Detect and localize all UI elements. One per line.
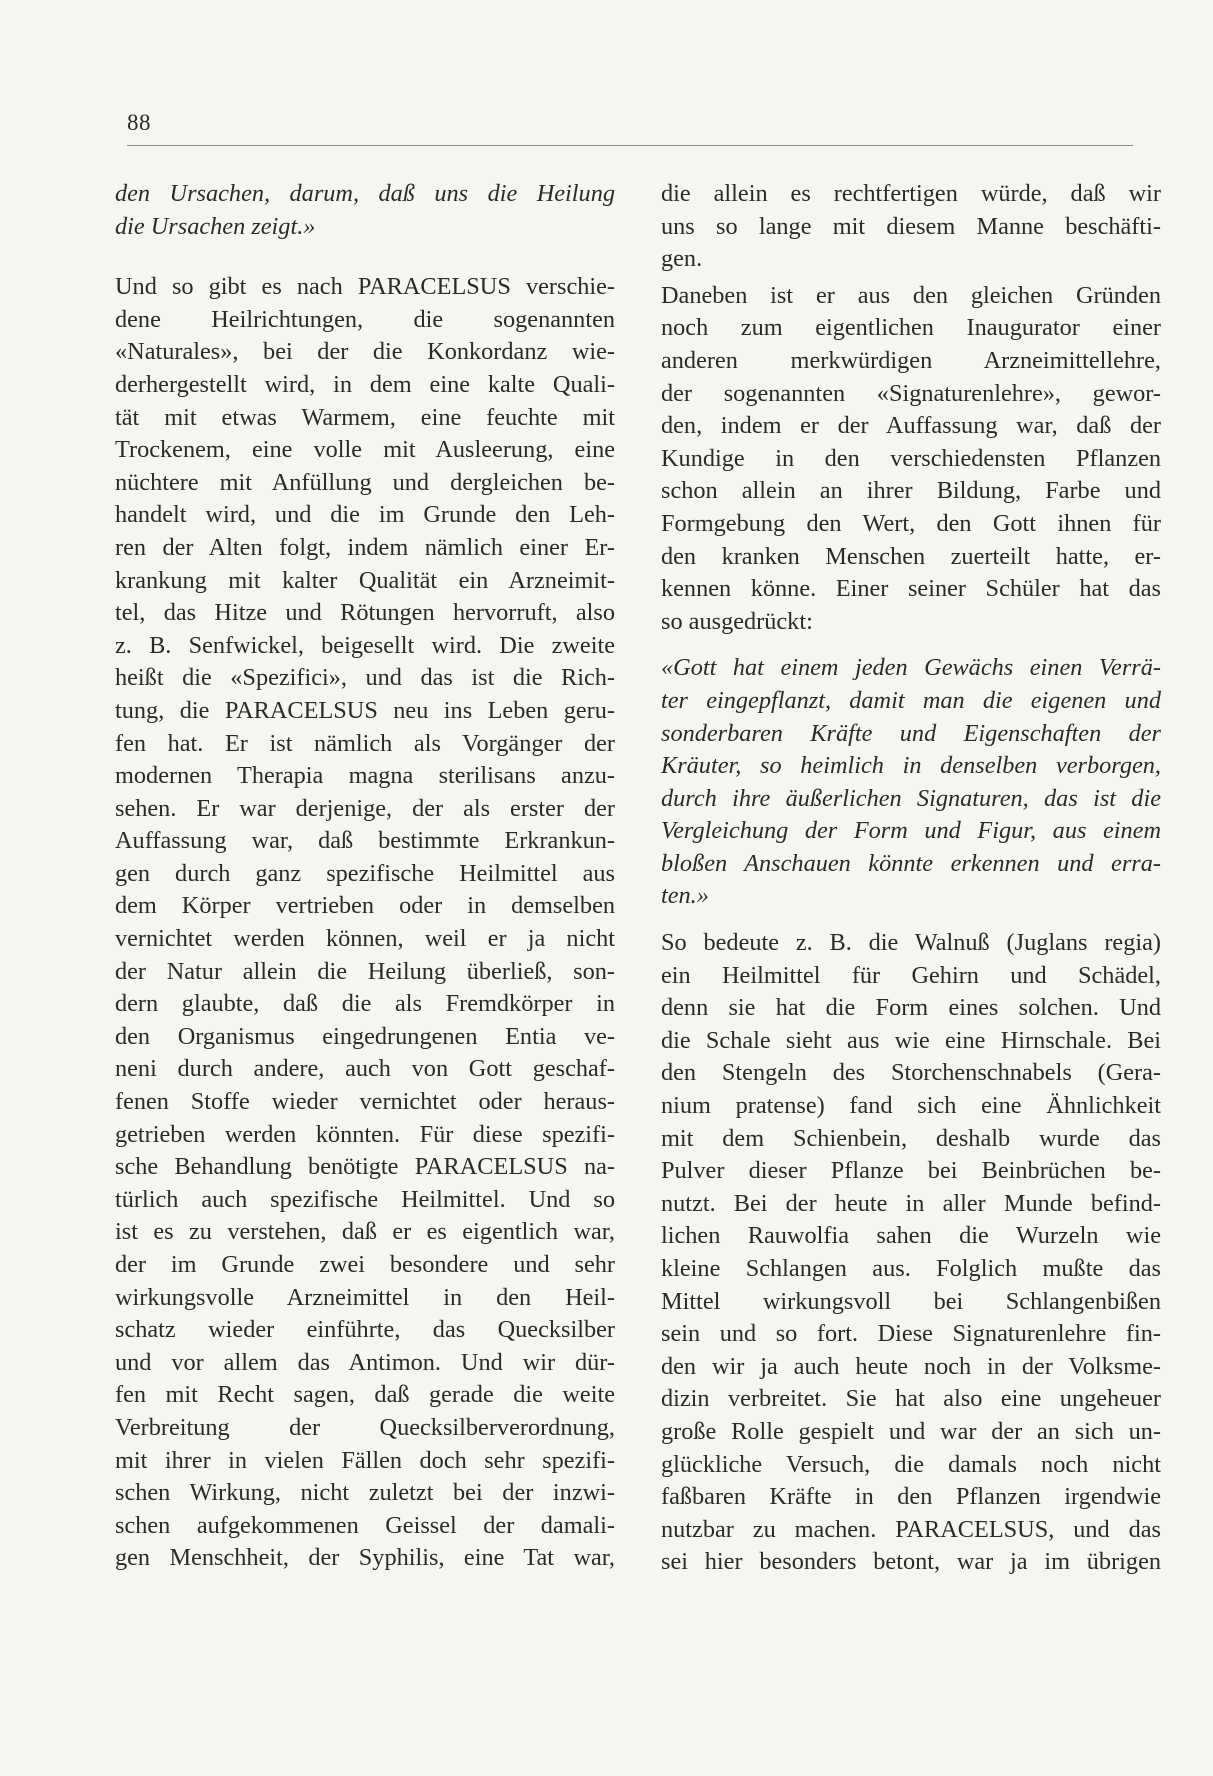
- text-line: dem Körper vertrieben oder in demselben: [115, 892, 615, 920]
- quote-line: «Gott hat einem jeden Gewächs einen Verrä-: [661, 654, 1161, 682]
- header-rule: [127, 145, 1133, 146]
- text-line: dene Heilrichtungen, die sogenannten: [115, 305, 615, 333]
- text-line: Pulver dieser Pflanze bei Beinbrüchen be-: [661, 1157, 1161, 1185]
- text-line: uns so lange mit diesem Manne beschäfti-: [661, 212, 1161, 240]
- text-line: handelt wird, und die im Grunde den Leh-: [115, 501, 615, 529]
- text-line: Kundige in den verschiedensten Pflanzen: [661, 444, 1161, 472]
- text-line: kleine Schlangen aus. Folglich mußte das: [661, 1255, 1161, 1282]
- text-line: wirkungsvolle Arzneimittel in den Heil-: [115, 1283, 615, 1311]
- text-line: schon allein an ihrer Bildung, Farbe und: [661, 477, 1161, 505]
- text-line: so ausgedrückt:: [661, 607, 813, 635]
- quote-line: sonderbaren Kräfte und Eigenschaften der: [661, 719, 1161, 747]
- text-line: tät mit etwas Warmem, eine feuchte mit: [115, 403, 615, 431]
- text-line: den Stengeln des Storchenschnabels (Gera-: [661, 1059, 1161, 1087]
- quote-line: Kräuter, so heimlich in denselben verborgen,: [661, 752, 1161, 780]
- text-line: türlich auch spezifische Heilmittel. Und so: [115, 1185, 615, 1213]
- text-line: schen Wirkung, nicht zuletzt bei der inzwi-: [115, 1479, 615, 1507]
- text-line: tel, das Hitze und Rötungen hervorruft, also: [115, 599, 615, 627]
- text-line: sehen. Er war derjenige, der als erster der: [115, 794, 615, 822]
- left-column: [115, 178, 615, 1575]
- text-line: sein und so fort. Diese Signaturenlehre fin-: [661, 1320, 1161, 1348]
- text-line: getrieben werden könnten. Für diese spezifi-: [115, 1120, 615, 1148]
- text-line: nium pratense) fand sich eine Ähnlichkeit: [661, 1092, 1161, 1120]
- text-line: «Naturales», bei der die Konkordanz wie-: [115, 338, 615, 366]
- text-line: ren der Alten folgt, indem nämlich einer Er-: [115, 533, 615, 561]
- text-line: fenen Stoffe wieder vernichtet oder heraus-: [115, 1088, 615, 1116]
- text-line: den Organismus eingedrungenen Entia ve-: [115, 1022, 615, 1050]
- text-line: dizin verbreitet. Sie hat also eine ungeheuer: [661, 1385, 1161, 1413]
- text-line: gen.: [661, 245, 703, 273]
- text-line: faßbaren Kräfte in den Pflanzen irgendwie: [661, 1483, 1161, 1511]
- text-line: derhergestellt wird, in dem eine kalte Quali-: [115, 370, 615, 398]
- text-line: Mittel wirkungsvoll bei Schlangenbißen: [661, 1287, 1161, 1315]
- text-line: anderen merkwürdigen Arzneimittellehre,: [661, 346, 1161, 374]
- text-line: den wir ja auch heute noch in der Volksme-: [661, 1352, 1161, 1380]
- text-line: den kranken Menschen zuerteilt hatte, er-: [661, 542, 1161, 570]
- quote-line: durch ihre äußerlichen Signaturen, das ist die: [661, 784, 1161, 812]
- text-line: dern glaubte, daß die als Fremdkörper in: [115, 990, 615, 1018]
- text-line: Daneben ist er aus den gleichen Gründen: [661, 281, 1161, 309]
- text-line: fen hat. Er ist nämlich als Vorgänger der: [115, 729, 615, 757]
- text-line: schatz wieder einführte, das Quecksilber: [115, 1316, 615, 1344]
- text-line: Und so gibt es nach PARACELSUS verschie-: [115, 273, 615, 301]
- quote-line: bloßen Anschauen könnte erkennen und erra-: [661, 849, 1161, 877]
- text-line: nutzbar zu machen. PARACELSUS, und das: [661, 1515, 1161, 1543]
- text-line: nutzt. Bei der heute in aller Munde befind-: [661, 1189, 1161, 1217]
- text-line: ist es zu verstehen, daß er es eigentlich war,: [115, 1218, 615, 1246]
- text-line: denn sie hat die Form eines solchen. Und: [661, 994, 1161, 1022]
- text-line: gen durch ganz spezifische Heilmittel aus: [115, 859, 615, 887]
- text-line: fen mit Recht sagen, daß gerade die weite: [115, 1381, 615, 1409]
- text-line: mit dem Schienbein, deshalb wurde das: [661, 1124, 1161, 1152]
- text-line: z. B. Senfwickel, beigesellt wird. Die zweite: [115, 631, 615, 659]
- text-line: heißt die «Spezifici», und das ist die Rich-: [115, 664, 615, 692]
- text-line: schen aufgekommenen Geissel der damali-: [115, 1511, 615, 1539]
- text-line: noch zum eigentlichen Inaugurator einer: [661, 314, 1161, 342]
- text-line: modernen Therapia magna sterilisans anzu-: [115, 762, 615, 790]
- text-line: der im Grunde zwei besondere und sehr: [115, 1251, 615, 1278]
- text-line: Formgebung den Wert, den Gott ihnen für: [661, 509, 1161, 537]
- text-line: Verbreitung der Quecksilberverordnung,: [115, 1413, 615, 1441]
- text-line: vernichtet werden können, weil er ja nicht: [115, 925, 615, 953]
- text-line: lichen Rauwolfia sahen die Wurzeln wie: [661, 1222, 1161, 1250]
- right-column: [661, 178, 1161, 1579]
- text-line: sche Behandlung benötigte PARACELSUS na-: [115, 1153, 615, 1181]
- text-line: die allein es rechtfertigen würde, daß wir: [661, 180, 1161, 207]
- text-line: große Rolle gespielt und war der an sich un-: [661, 1417, 1161, 1445]
- text-line: den Ursachen, darum, daß uns die Heilung: [115, 180, 615, 207]
- text-line: gen Menschheit, der Syphilis, eine Tat war,: [115, 1544, 615, 1572]
- quote-line: ten.»: [661, 882, 709, 910]
- text-line: sei hier besonders betont, war ja im übrigen: [661, 1548, 1161, 1576]
- text-line: neni durch andere, auch von Gott geschaf-: [115, 1055, 615, 1083]
- text-line: mit ihrer in vielen Fällen doch sehr spezifi-: [115, 1446, 615, 1474]
- text-line: So bedeute z. B. die Walnuß (Juglans regia): [661, 929, 1161, 957]
- quote-line: ter eingepflanzt, damit man die eigenen und: [661, 686, 1161, 714]
- text-line: den, indem er der Auffassung war, daß der: [661, 412, 1161, 440]
- text-line: die Schale sieht aus wie eine Hirnschale. Bei: [661, 1026, 1161, 1054]
- text-line: die Ursachen zeigt.»: [115, 212, 316, 240]
- text-line: kennen könne. Einer seiner Schüler hat das: [661, 575, 1161, 603]
- text-line: der sogenannten «Signaturenlehre», gewor-: [661, 379, 1161, 407]
- page-number: 88: [127, 110, 151, 135]
- text-line: tung, die PARACELSUS neu ins Leben geru-: [115, 696, 615, 724]
- text-line: ein Heilmittel für Gehirn und Schädel,: [661, 961, 1161, 989]
- text-line: nüchtere mit Anfüllung und dergleichen be-: [115, 468, 615, 496]
- text-line: der Natur allein die Heilung überließ, son-: [115, 957, 615, 985]
- text-line: krankung mit kalter Qualität ein Arzneimit-: [115, 566, 615, 594]
- text-line: Trockenem, eine volle mit Ausleerung, eine: [115, 436, 615, 464]
- text-line: Auffassung war, daß bestimmte Erkrankun-: [115, 827, 615, 855]
- text-line: glückliche Versuch, die damals noch nicht: [661, 1450, 1161, 1478]
- text-line: und vor allem das Antimon. Und wir dür-: [115, 1348, 615, 1376]
- quote-line: Vergleichung der Form und Figur, aus einem: [661, 817, 1161, 845]
